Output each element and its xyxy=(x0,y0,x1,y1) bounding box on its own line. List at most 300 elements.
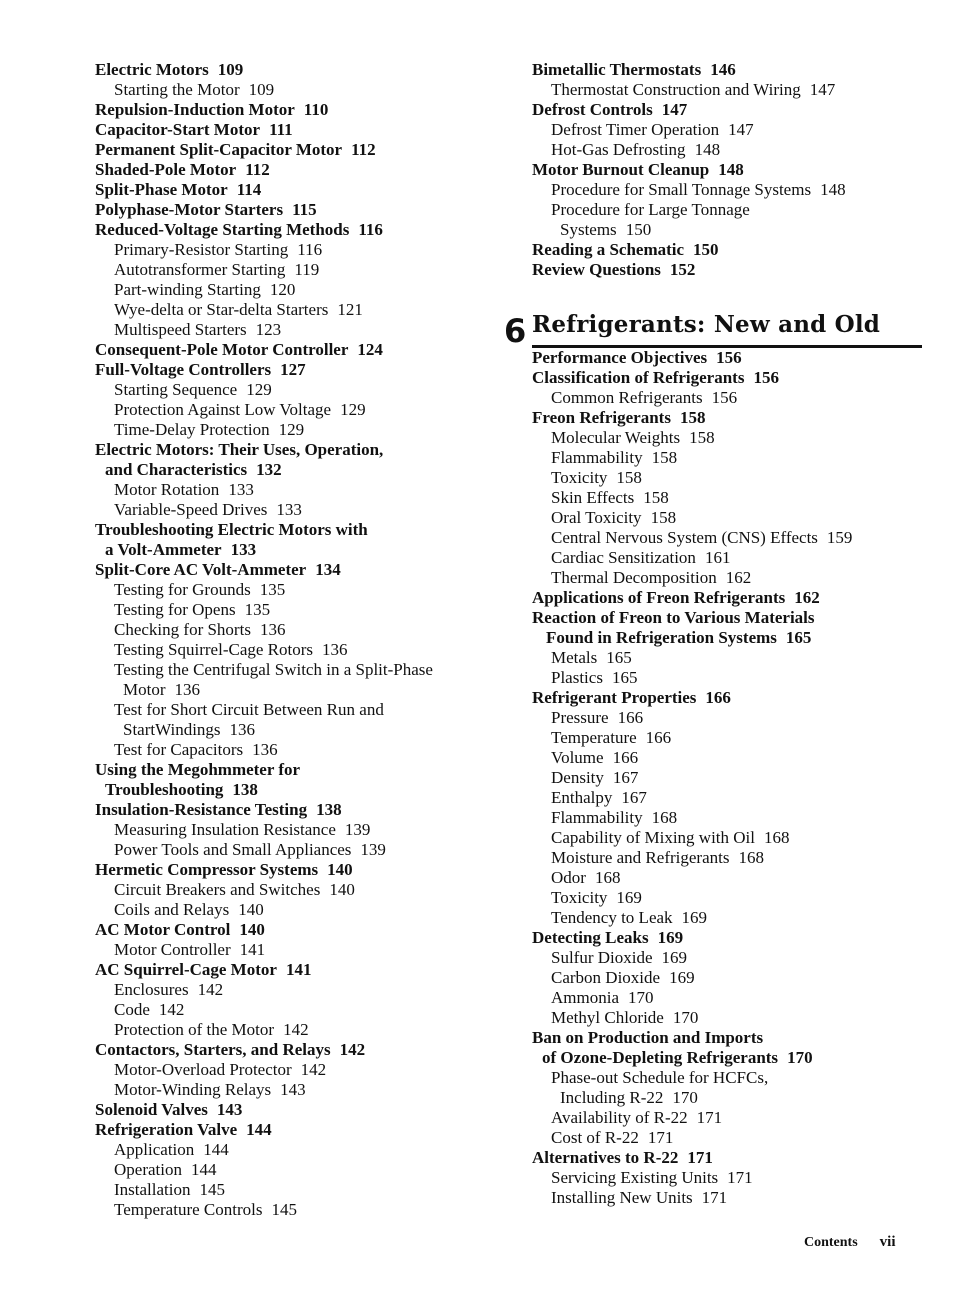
toc-section-entry xyxy=(95,220,485,240)
page-number: 144 xyxy=(190,1160,217,1179)
entry-title: Reading a Schematic xyxy=(532,240,685,259)
entry-title: Insulation-Resistance Testing xyxy=(95,800,308,819)
entry-title: Moisture and Refrigerants xyxy=(551,848,730,867)
entry-title: Test for Capacitors xyxy=(114,740,244,759)
toc-subsection-entry xyxy=(95,280,485,300)
running-head: Contents xyxy=(804,1235,858,1250)
toc-subsection-entry xyxy=(532,728,912,748)
entry-title: Classification of Refrigerants xyxy=(532,368,745,387)
entry-title-continuation-text: Troubleshooting xyxy=(105,780,224,799)
page-number: 143 xyxy=(280,1080,306,1099)
entry-title: Sulfur Dioxide xyxy=(551,948,653,967)
toc-subsection-entry xyxy=(95,840,485,860)
entry-title-continuation-text: of Ozone-Depleting Refrigerants xyxy=(542,1048,779,1067)
toc-section-entry xyxy=(95,520,485,560)
toc-subsection-entry xyxy=(532,80,912,100)
entry-title-continuation-text: Including R-22 xyxy=(560,1088,664,1107)
page-number: 161 xyxy=(704,548,731,567)
toc-section-entry xyxy=(532,1028,912,1068)
toc-subsection-entry xyxy=(532,1068,912,1108)
toc-subsection-entry xyxy=(95,660,485,700)
toc-section-entry xyxy=(532,260,912,280)
entry-title: Solenoid Valves xyxy=(95,1100,208,1119)
page-number: 165 xyxy=(785,628,812,647)
page-number: 170 xyxy=(672,1008,699,1027)
entry-title: Variable-Speed Drives xyxy=(114,500,268,519)
page-number: 152 xyxy=(669,260,696,279)
page-number: 112 xyxy=(351,140,376,159)
toc-subsection-entry xyxy=(532,948,912,968)
toc-subsection-entry xyxy=(532,648,912,668)
entry-title: Refrigerant Properties xyxy=(532,688,697,707)
page-number: 134 xyxy=(315,560,341,579)
page-number: 168 xyxy=(651,808,678,827)
entry-title: Detecting Leaks xyxy=(532,928,649,947)
toc-subsection-entry xyxy=(95,80,485,100)
entry-title: Toxicity xyxy=(551,888,608,907)
entry-title: AC Squirrel-Cage Motor xyxy=(95,960,277,979)
page-number: 170 xyxy=(628,988,654,1007)
page-number: 133 xyxy=(276,500,302,519)
toc-subsection-entry xyxy=(95,900,485,920)
entry-title: Full-Voltage Controllers xyxy=(95,360,272,379)
page-number: 158 xyxy=(650,508,677,527)
page-number: 142 xyxy=(197,980,224,999)
toc-subsection-entry xyxy=(532,868,912,888)
toc-subsection-entry xyxy=(532,788,912,808)
toc-subsection-entry xyxy=(532,180,912,200)
toc-section-entry xyxy=(532,348,912,368)
toc-subsection-entry xyxy=(95,500,485,520)
toc-subsection-entry xyxy=(532,548,912,568)
entry-title: Motor Burnout Cleanup xyxy=(532,160,710,179)
toc-section-entry xyxy=(532,588,912,608)
toc-subsection-entry xyxy=(532,488,912,508)
page-number: 166 xyxy=(645,728,672,747)
page-number: 116 xyxy=(358,220,383,239)
toc-section-entry xyxy=(95,960,485,980)
entry-title: Time-Delay Protection xyxy=(114,420,270,439)
toc-subsection-entry xyxy=(532,528,912,548)
entry-title: Volume xyxy=(551,748,604,767)
page-number: 136 xyxy=(229,720,256,739)
toc-section-entry xyxy=(95,160,485,180)
entry-title: Shaded-Pole Motor xyxy=(95,160,237,179)
toc-subsection-entry xyxy=(95,300,485,320)
entry-title: Oral Toxicity xyxy=(551,508,642,527)
entry-title-continuation-text: a Volt-Ammeter xyxy=(105,540,222,559)
entry-title: Testing for Grounds xyxy=(114,580,251,599)
page-number: 148 xyxy=(694,140,721,159)
toc-section-entry xyxy=(532,240,912,260)
entry-title: Troubleshooting Electric Motors with xyxy=(95,520,368,539)
toc-subsection-entry xyxy=(532,708,912,728)
entry-title-continuation xyxy=(532,628,912,648)
toc-subsection-entry xyxy=(95,700,485,740)
toc-subsection-entry xyxy=(532,1168,912,1188)
entry-title: Starting the Motor xyxy=(114,80,240,99)
page-number: 166 xyxy=(617,708,644,727)
page-number: 139 xyxy=(360,840,386,859)
chapter-rule xyxy=(532,345,922,348)
entry-title: Electric Motors xyxy=(95,60,209,79)
toc-subsection-entry xyxy=(95,1000,485,1020)
entry-title: Flammability xyxy=(551,808,643,827)
entry-title: Protection Against Low Voltage xyxy=(114,400,332,419)
entry-title-continuation xyxy=(551,1088,912,1108)
toc-subsection-entry xyxy=(95,240,485,260)
entry-title: Code xyxy=(114,1000,150,1019)
entry-title: Review Questions xyxy=(532,260,661,279)
entry-title-continuation xyxy=(114,680,485,700)
page-number: 168 xyxy=(594,868,621,887)
entry-title: Testing Squirrel-Cage Rotors xyxy=(114,640,314,659)
page-number: 165 xyxy=(611,668,638,687)
toc-subsection-entry xyxy=(532,888,912,908)
toc-section-entry xyxy=(532,928,912,948)
entry-title-continuation-text: Motor xyxy=(123,680,166,699)
entry-title: Toxicity xyxy=(551,468,608,487)
toc-chapter6-entries xyxy=(532,348,912,1208)
toc-subsection-entry xyxy=(95,1080,485,1100)
toc-subsection-entry xyxy=(532,200,912,240)
entry-title: Phase-out Schedule for HCFCs, xyxy=(551,1068,769,1087)
entry-title: Electric Motors: Their Uses, Operation, xyxy=(95,440,384,459)
entry-title: Procedure for Small Tonnage Systems xyxy=(551,180,812,199)
page-number: 167 xyxy=(621,788,647,807)
toc-subsection-entry xyxy=(95,480,485,500)
toc-subsection-entry xyxy=(95,1180,485,1200)
toc-subsection-entry xyxy=(532,140,912,160)
toc-chapter5-continued xyxy=(532,60,912,280)
entry-title: Flammability xyxy=(551,448,643,467)
entry-title: Installation xyxy=(114,1180,191,1199)
entry-title: Enclosures xyxy=(114,980,189,999)
entry-title: Application xyxy=(114,1140,195,1159)
page-number: 140 xyxy=(239,920,265,939)
page-number: 140 xyxy=(327,860,353,879)
page-number: 133 xyxy=(230,540,257,559)
toc-subsection-entry xyxy=(95,1160,485,1180)
page-number: 170 xyxy=(787,1048,813,1067)
page-number: 132 xyxy=(256,460,282,479)
toc-subsection-entry xyxy=(95,320,485,340)
page-number: 169 xyxy=(661,948,688,967)
toc-section-entry xyxy=(95,360,485,380)
toc-subsection-entry xyxy=(95,1200,485,1220)
page-number: 147 xyxy=(809,80,836,99)
toc-section-entry xyxy=(95,180,485,200)
entry-title: Ban on Production and Imports xyxy=(532,1028,764,1047)
toc-subsection-entry xyxy=(95,880,485,900)
toc-subsection-entry xyxy=(95,400,485,420)
toc-section-entry xyxy=(95,860,485,880)
page-number: 144 xyxy=(203,1140,229,1159)
page-number: 158 xyxy=(616,468,642,487)
page-number: 110 xyxy=(303,100,329,119)
entry-title: Multispeed Starters xyxy=(114,320,247,339)
page-number: 169 xyxy=(669,968,695,987)
entry-title: Power Tools and Small Appliances xyxy=(114,840,352,859)
entry-title: Circuit Breakers and Switches xyxy=(114,880,321,899)
toc-section-entry xyxy=(532,1148,912,1168)
entry-title: Applications of Freon Refrigerants xyxy=(532,588,786,607)
toc-subsection-entry xyxy=(532,120,912,140)
toc-section-entry xyxy=(532,60,912,80)
page-number: 171 xyxy=(701,1188,728,1207)
page-number: 158 xyxy=(651,448,678,467)
page-number: 147 xyxy=(661,100,688,119)
entry-title: Coils and Relays xyxy=(114,900,230,919)
toc-section-entry xyxy=(95,100,485,120)
entry-title: Installing New Units xyxy=(551,1188,693,1207)
page-folio: vii xyxy=(879,1234,896,1250)
toc-section-entry xyxy=(95,800,485,820)
entry-title: Temperature xyxy=(551,728,637,747)
page-number: 143 xyxy=(216,1100,243,1119)
toc-subsection-entry xyxy=(532,808,912,828)
entry-title: Starting Sequence xyxy=(114,380,238,399)
entry-title: Checking for Shorts xyxy=(114,620,251,639)
toc-subsection-entry xyxy=(532,968,912,988)
toc-subsection-entry xyxy=(532,508,912,528)
toc-section-entry xyxy=(95,340,485,360)
toc-subsection-entry xyxy=(95,740,485,760)
page-number: 133 xyxy=(228,480,254,499)
toc-subsection-entry xyxy=(532,908,912,928)
page-number: 135 xyxy=(244,600,271,619)
entry-title: Motor-Winding Relays xyxy=(114,1080,272,1099)
page-number: 120 xyxy=(269,280,296,299)
page-number: 142 xyxy=(300,1060,327,1079)
toc-section-entry xyxy=(95,760,485,800)
page-number: 166 xyxy=(612,748,639,767)
entry-title: Pressure xyxy=(551,708,609,727)
page-number: 123 xyxy=(255,320,282,339)
entry-title: Skin Effects xyxy=(551,488,635,507)
page-number: 166 xyxy=(705,688,731,707)
page-number: 141 xyxy=(285,960,312,979)
toc-section-entry xyxy=(95,200,485,220)
entry-title: AC Motor Control xyxy=(95,920,231,939)
chapter-number: 6 xyxy=(504,312,526,350)
entry-title: Molecular Weights xyxy=(551,428,681,447)
toc-section-entry xyxy=(95,140,485,160)
toc-subsection-entry xyxy=(95,620,485,640)
entry-title: Testing for Opens xyxy=(114,600,236,619)
toc-subsection-entry xyxy=(95,420,485,440)
entry-title: Reduced-Voltage Starting Methods xyxy=(95,220,350,239)
page-number: 171 xyxy=(727,1168,753,1187)
entry-title: Capacitor-Start Motor xyxy=(95,120,261,139)
entry-title: Testing the Centrifugal Switch in a Split-Phase xyxy=(114,660,433,679)
entry-title-continuation-text: StartWindings xyxy=(123,720,221,739)
page-number: 138 xyxy=(232,780,258,799)
entry-title: Hot-Gas Defrosting xyxy=(551,140,686,159)
entry-title: Defrost Controls xyxy=(532,100,653,119)
toc-subsection-entry xyxy=(532,668,912,688)
page-number: 169 xyxy=(616,888,642,907)
toc-subsection-entry xyxy=(532,388,912,408)
toc-section-entry xyxy=(532,160,912,180)
toc-subsection-entry xyxy=(532,748,912,768)
toc-section-entry xyxy=(532,368,912,388)
entry-title: Measuring Insulation Resistance xyxy=(114,820,336,839)
page-number: 169 xyxy=(681,908,708,927)
entry-title: Primary-Resistor Starting xyxy=(114,240,289,259)
page-number: 165 xyxy=(606,648,632,667)
entry-title: Temperature Controls xyxy=(114,1200,263,1219)
toc-section-entry xyxy=(95,120,485,140)
toc-section-entry xyxy=(532,100,912,120)
entry-title: Bimetallic Thermostats xyxy=(532,60,702,79)
entry-title: Alternatives to R-22 xyxy=(532,1148,679,1167)
page-number: 169 xyxy=(657,928,684,947)
toc-subsection-entry xyxy=(95,820,485,840)
entry-title: Freon Refrigerants xyxy=(532,408,671,427)
page-number: 127 xyxy=(280,360,306,379)
entry-title: Metals xyxy=(551,648,598,667)
page-footer xyxy=(804,1234,896,1251)
page-number: 141 xyxy=(239,940,266,959)
page-number: 168 xyxy=(738,848,764,867)
toc-section-entry xyxy=(532,408,912,428)
page-number: 145 xyxy=(271,1200,297,1219)
page-number: 124 xyxy=(357,340,383,359)
entry-title: Plastics xyxy=(551,668,603,687)
page-number: 115 xyxy=(292,200,317,219)
entry-title-continuation-text: Systems xyxy=(560,220,617,239)
page-number: 142 xyxy=(158,1000,185,1019)
page-number: 109 xyxy=(248,80,275,99)
entry-title: Capability of Mixing with Oil xyxy=(551,828,755,847)
entry-title: Polyphase-Motor Starters xyxy=(95,200,284,219)
entry-title: Thermal Decomposition xyxy=(551,568,717,587)
entry-title-continuation xyxy=(95,460,485,480)
page-number: 139 xyxy=(344,820,371,839)
entry-title-continuation xyxy=(95,540,485,560)
page-number: 145 xyxy=(199,1180,225,1199)
page-number: 158 xyxy=(643,488,669,507)
entry-title-continuation-text: and Characteristics xyxy=(105,460,248,479)
entry-title: Wye-delta or Star-delta Starters xyxy=(114,300,329,319)
entry-title: Procedure for Large Tonnage xyxy=(551,200,750,219)
entry-title: Common Refrigerants xyxy=(551,388,703,407)
entry-title: Availability of R-22 xyxy=(551,1108,688,1127)
chapter-heading xyxy=(504,310,912,350)
toc-subsection-entry xyxy=(532,768,912,788)
toc-section-entry xyxy=(95,1040,485,1060)
entry-title: Servicing Existing Units xyxy=(551,1168,719,1187)
page-number: 167 xyxy=(612,768,639,787)
entry-title: Tendency to Leak xyxy=(551,908,673,927)
entry-title: Split-Core AC Volt-Ammeter xyxy=(95,560,307,579)
page-number: 129 xyxy=(246,380,272,399)
entry-title: Contactors, Starters, and Relays xyxy=(95,1040,331,1059)
toc-subsection-entry xyxy=(532,468,912,488)
page-number: 114 xyxy=(236,180,262,199)
entry-title: Test for Short Circuit Between Run and xyxy=(114,700,384,719)
page-number: 119 xyxy=(294,260,320,279)
entry-title: Cost of R-22 xyxy=(551,1128,639,1147)
entry-title: Central Nervous System (CNS) Effects xyxy=(551,528,818,547)
entry-title: Motor-Overload Protector xyxy=(114,1060,292,1079)
toc-subsection-entry xyxy=(532,1008,912,1028)
toc-subsection-entry xyxy=(95,640,485,660)
page-number: 136 xyxy=(174,680,200,699)
toc-subsection-entry xyxy=(95,580,485,600)
page-number: 171 xyxy=(647,1128,674,1147)
page-number: 148 xyxy=(718,160,744,179)
page-number: 136 xyxy=(259,620,286,639)
entry-title-continuation xyxy=(114,720,485,740)
page-number: 156 xyxy=(753,368,779,387)
entry-title: Methyl Chloride xyxy=(551,1008,664,1027)
page-number: 112 xyxy=(245,160,270,179)
page-number: 171 xyxy=(696,1108,723,1127)
page-number: 150 xyxy=(625,220,652,239)
page-number: 121 xyxy=(337,300,363,319)
toc-subsection-entry xyxy=(532,1188,912,1208)
entry-title: Hermetic Compressor Systems xyxy=(95,860,319,879)
page-number: 158 xyxy=(689,428,715,447)
toc-subsection-entry xyxy=(95,260,485,280)
entry-title: Consequent-Pole Motor Controller xyxy=(95,340,349,359)
page-number: 146 xyxy=(710,60,736,79)
page-number: 156 xyxy=(711,388,738,407)
entry-title: Refrigeration Valve xyxy=(95,1120,238,1139)
toc-subsection-entry xyxy=(532,988,912,1008)
entry-title: Permanent Split-Capacitor Motor xyxy=(95,140,343,159)
entry-title-continuation-text: Found in Refrigeration Systems xyxy=(546,628,777,647)
entry-title: Thermostat Construction and Wiring xyxy=(551,80,801,99)
entry-title-continuation xyxy=(551,220,912,240)
entry-title: Defrost Timer Operation xyxy=(551,120,720,139)
entry-title: Motor Controller xyxy=(114,940,231,959)
entry-title: Autotransformer Starting xyxy=(114,260,286,279)
page-number: 159 xyxy=(826,528,853,547)
toc-subsection-entry xyxy=(532,568,912,588)
toc-subsection-entry xyxy=(95,1060,485,1080)
page-number: 168 xyxy=(764,828,790,847)
page-number: 135 xyxy=(259,580,286,599)
page-number: 158 xyxy=(679,408,706,427)
entry-title: Ammonia xyxy=(551,988,619,1007)
page-number: 147 xyxy=(728,120,754,139)
page-number: 136 xyxy=(252,740,278,759)
entry-title: Repulsion-Induction Motor xyxy=(95,100,295,119)
toc-subsection-entry xyxy=(532,848,912,868)
entry-title: Using the Megohmmeter for xyxy=(95,760,301,779)
toc-subsection-entry xyxy=(95,1020,485,1040)
toc-subsection-entry xyxy=(532,1128,912,1148)
toc-subsection-entry xyxy=(95,600,485,620)
toc-subsection-entry xyxy=(532,428,912,448)
entry-title: Performance Objectives xyxy=(532,348,708,367)
toc-subsection-entry xyxy=(95,380,485,400)
page-number: 140 xyxy=(329,880,355,899)
page-number: 144 xyxy=(246,1120,272,1139)
entry-title: Reaction of Freon to Various Materials xyxy=(532,608,815,627)
entry-title: Carbon Dioxide xyxy=(551,968,661,987)
entry-title: Split-Phase Motor xyxy=(95,180,228,199)
page-number: 162 xyxy=(725,568,752,587)
toc-subsection-entry xyxy=(532,448,912,468)
entry-title: Enthalpy xyxy=(551,788,613,807)
toc-subsection-entry xyxy=(95,980,485,1000)
toc-subsection-entry xyxy=(532,828,912,848)
page-number: 150 xyxy=(693,240,719,259)
